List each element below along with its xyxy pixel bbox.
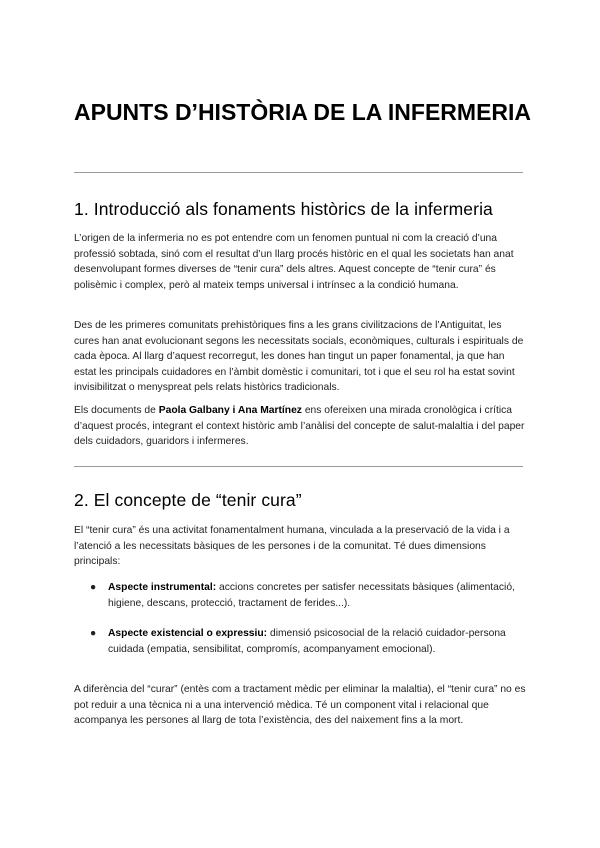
list-item-description: accions concretes per satisfer necessitats bàsiques (alimentació, higiene, descans, protecció, tractament de ferides...). [108, 582, 515, 609]
section-2-heading: 2. El concepte de “tenir cura” [74, 490, 302, 510]
document-title: APUNTS D’HISTÒRIA DE LA INFERMERIA [74, 99, 532, 125]
section-2-paragraph-1: El “tenir cura” és una activitat fonamentalment humana, vinculada a la preservació de la vida i a l’atenció a les necessitats bàsiques de les persones i de la comunitat. Té dues dimensions principals: [74, 525, 510, 568]
section-1-paragraph-2: Des de les primeres comunitats prehistòriques fins a les grans civilitzacions de l’Antiguitat, les cures han anat evolucionant segons les necessitats socials, econòmiques, culturals i espirituals de cada època. Al llarg d’aquest recorregut, les dones han tingut un paper fonamental, ja que han estat les principals cuidadores en l’àmbit domèstic i comunitari, tot i que el seu rol ha estat sovint invisibilitzat o menyspreat pels relats històrics tradicionals. [74, 320, 524, 394]
bullet-icon: ● [90, 582, 97, 593]
section-1-paragraph-3 [74, 403, 526, 450]
list-item [90, 580, 526, 611]
list-item-description: dimensió psicosocial de la relació cuidador-persona cuidada (empatia, sensibilitat, compromís, acompanyament emocional). [108, 628, 506, 655]
list-item-text [90, 626, 526, 657]
divider [74, 172, 523, 173]
list-item-text [90, 580, 526, 611]
bullet-icon: ● [90, 628, 97, 639]
section-1-heading: 1. Introducció als fonaments històrics de la infermeria [74, 199, 493, 219]
list-item [90, 626, 526, 657]
authors-name: Paola Galbany i Ana Martínez [158, 405, 302, 416]
section-1-paragraph-1: L’origen de la infermeria no es pot entendre com un fenomen puntual ni com la creació d’una professió sobtada, sinó com el resultat d’un llarg procés històric en el qual les societats han anat desenvolupant formes diverses de “tenir cura” dels altres. Aquest concepte de “tenir cura” és polisèmic i complex, però al mateix temps universal i intrínsec a la condició humana. [74, 233, 514, 291]
divider [74, 466, 523, 467]
paragraph-3-text-before: Els documents de [74, 405, 159, 416]
paragraph-3-text-after: ens ofereixen una mirada cronològica i crítica d’aquest procés, integrant el context històric amb l’anàlisi del concepte de salut-malaltia i del paper dels cuidadors, guaridors i infermeres. [74, 405, 525, 448]
list-item-label: Aspecte existencial o expressiu: [108, 628, 268, 639]
list-item-label: Aspecte instrumental: [108, 582, 217, 593]
section-2-paragraph-2: A diferència del “curar” (entès com a tractament mèdic per eliminar la malaltia), el “tenir cura” no es pot reduir a una tècnica ni a una intervenció mèdica. Té un component vital i relacional que acompanya les persones al llarg de tota l’existència, des del naixement fins a la mort. [74, 684, 526, 727]
